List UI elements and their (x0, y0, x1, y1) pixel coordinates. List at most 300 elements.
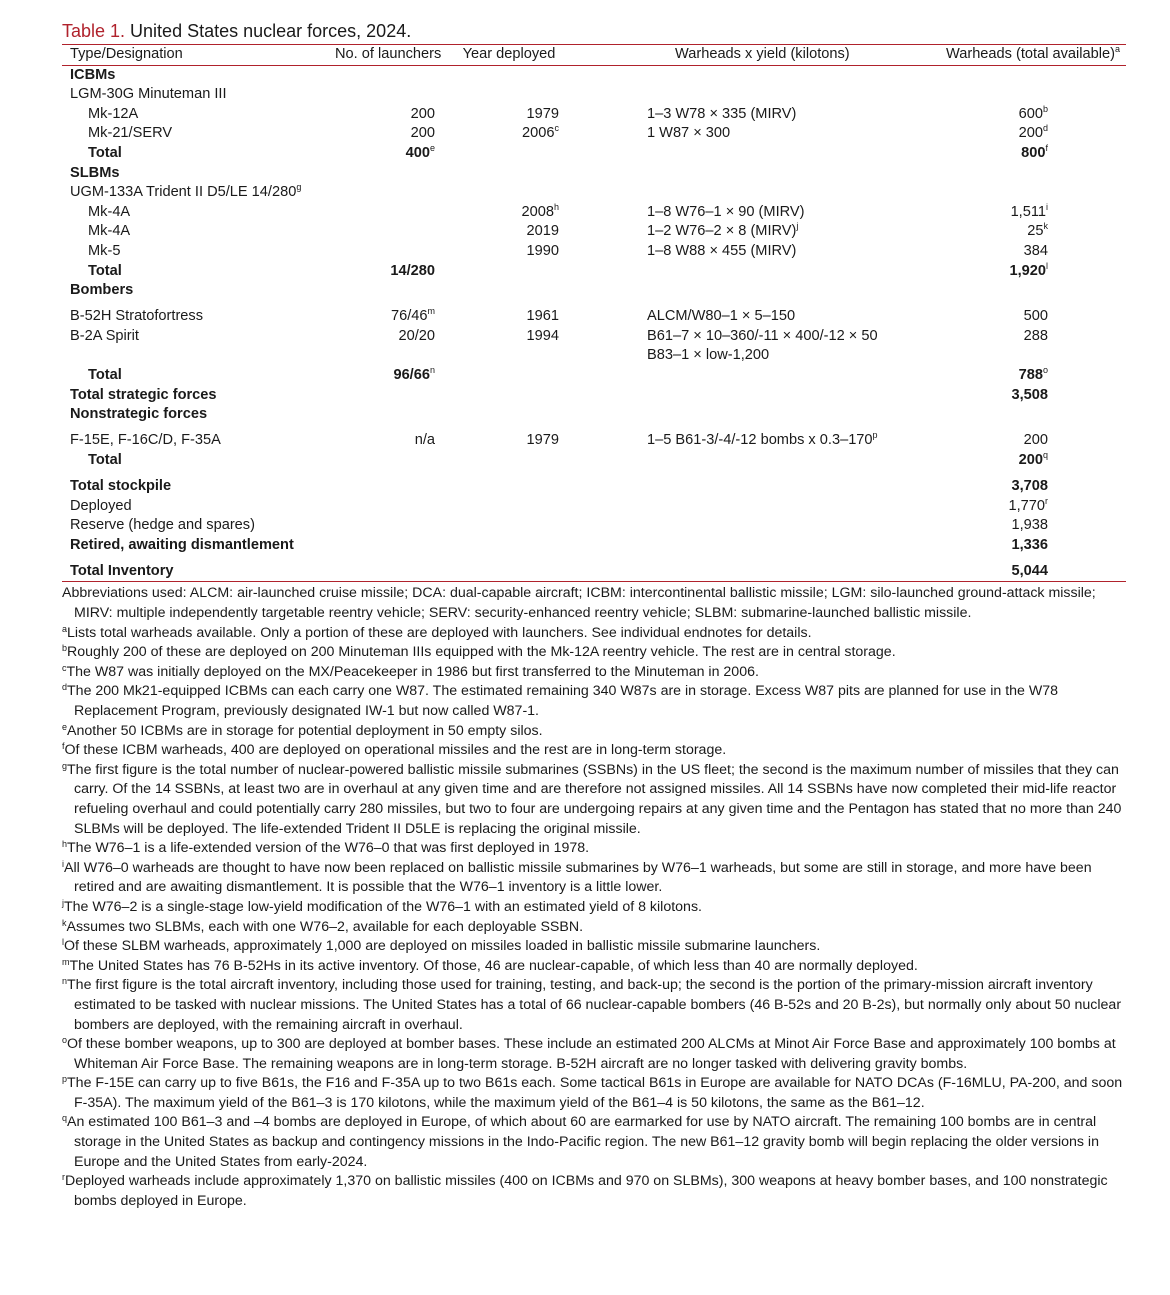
footnote-text: The first figure is the total aircraft inventory, including those used for training, testing, and back-up; the second is the portion of the primary-mission aircraft inventory estimated to be tasked with nuclear missions. The United States has a total of 66 nuclear-capable bombers (46 B-52s and 20 B-2s), but normally only about 50 nuclear bombers are deployed, with the remaining aircraft in overhaul. (67, 977, 1122, 1033)
footnote-text: The 200 Mk21-equipped ICBMs can each carry one W87. The estimated remaining 340 W87s are in storage. Excess W87 pits are planned for use in the W78 Replacement Program, previously designated IW-1 but now called W87-1. (67, 683, 1059, 719)
table-cell (909, 431, 1126, 451)
table-cell (435, 66, 559, 86)
table-cell (909, 144, 1126, 164)
table-cell (62, 66, 335, 86)
table-row (62, 346, 1126, 366)
table-cell (335, 262, 435, 282)
cell-text: Total stockpile (70, 477, 172, 494)
table-body (62, 66, 1126, 582)
table-cell (335, 516, 435, 536)
cell-text: Total (88, 367, 122, 383)
cell-text: SLBMs (70, 164, 120, 181)
table-cell (559, 405, 909, 425)
table-cell (335, 183, 435, 203)
cell-text: 1–5 B61-3/-4/-12 bombs x 0.3–170 (647, 432, 873, 449)
table-cell (435, 366, 559, 386)
cell-text: 1–8 W76–1 × 90 (MIRV) (647, 203, 805, 220)
cell-text: 76/46 (390, 308, 428, 325)
cell-text: B83–1 × low-1,200 (647, 347, 770, 364)
cell-text: 96/66 (393, 367, 430, 383)
footnote-letter: j (62, 897, 64, 908)
cell-text: 3,508 (1011, 386, 1048, 403)
table-cell (909, 203, 1126, 223)
table-cell (559, 281, 909, 301)
table-cell (909, 183, 1126, 203)
total-row (62, 144, 1126, 164)
table-cell (435, 516, 559, 536)
table-cell (62, 386, 335, 406)
cell-text: Deployed (70, 497, 132, 514)
table-cell (335, 451, 435, 471)
table-cell (559, 242, 909, 262)
table-cell (559, 346, 909, 366)
table-cell (559, 85, 909, 105)
cell-text: Mk-5 (88, 242, 121, 259)
table-cell (62, 451, 335, 471)
footnote-letter: a (62, 623, 68, 634)
footnote-text: Deployed warheads include approximately 1,370 on ballistic missiles (400 on ICBMs and 970 on SLBMs), 300 weapons at heavy bomber bases, and 100 nonstrategic bombs deployed in Europe. (65, 1173, 1108, 1209)
table-cell (559, 327, 909, 347)
header-type: Type/Designation (70, 46, 183, 62)
cell-text: Retired, awaiting dismantlement (70, 536, 294, 553)
footnote-text: Of these SLBM warheads, approximately 1,000 are deployed on missiles loaded in ballistic missile submarine launchers. (64, 938, 821, 955)
footnotes (62, 584, 1126, 1211)
footnote-text: An estimated 100 B61–3 and –4 bombs are deployed in Europe, of which about 60 are earmarked for use by NATO aircraft. The remaining 100 bombs are in central storage in the United States as backup and contingency missions in the Indo-Pacific region. The new B61–12 gravity bomb will begin replacing the older versions in Europe and the United States from early-2024. (67, 1114, 1099, 1170)
footnote (62, 663, 1126, 683)
table-cell (335, 366, 435, 386)
cell-text: 200 (1018, 451, 1043, 468)
table-cell (335, 66, 435, 86)
section-row (62, 66, 1126, 86)
table-cell (559, 516, 909, 536)
table-cell (62, 164, 335, 184)
table-cell (335, 124, 435, 144)
table-row (62, 431, 1126, 451)
footnote-text: Assumes two SLBMs, each with one W76–2, available for each deployable SSBN. (66, 918, 584, 935)
footnote (62, 957, 1126, 977)
footnote-mark: c (554, 123, 559, 134)
section-row (62, 405, 1126, 425)
cell-text: 1961 (526, 308, 559, 325)
table-row (62, 307, 1126, 327)
footnote-mark: l (1046, 260, 1048, 271)
cell-text: 1,336 (1011, 536, 1048, 553)
table-cell (62, 105, 335, 125)
footnote (62, 1113, 1126, 1172)
cell-text: 1994 (526, 327, 559, 344)
cell-text: 2008 (521, 203, 554, 220)
section-row (62, 164, 1126, 184)
table-cell (909, 222, 1126, 242)
footnote-letter: g (62, 760, 68, 771)
footnote-mark: p (872, 430, 878, 441)
total-row (62, 366, 1126, 386)
footnote-letter: o (62, 1035, 68, 1046)
table-cell (335, 164, 435, 184)
total-row (62, 536, 1126, 556)
cell-text: Mk-12A (88, 105, 139, 122)
table-cell (909, 536, 1126, 556)
table-cell (335, 327, 435, 347)
table-cell (559, 164, 909, 184)
section-row (62, 281, 1126, 301)
footnote (62, 741, 1126, 761)
table-cell (62, 242, 335, 262)
cell-text: n/a (414, 432, 435, 449)
table-cell (435, 477, 559, 497)
table-cell (559, 451, 909, 471)
footnote-text: Roughly 200 of these are deployed on 200 Minuteman IIIs equipped with the Mk-12A reentry vehicle. The rest are in central storage. (67, 644, 896, 661)
footnote (62, 839, 1126, 859)
footnote-mark: h (553, 201, 559, 212)
table-cell (559, 431, 909, 451)
table-cell (909, 327, 1126, 347)
cell-text: 20/20 (398, 327, 435, 344)
cell-text: 1–2 W76–2 × 8 (MIRV) (647, 223, 797, 240)
table-cell (435, 346, 559, 366)
table-cell (559, 66, 909, 86)
footnote-mark: m (427, 306, 435, 317)
cell-text: 5,044 (1011, 562, 1048, 579)
footnote-letter: c (62, 662, 67, 673)
table-cell (62, 222, 335, 242)
table-cell (559, 105, 909, 125)
table-cell (559, 366, 909, 386)
cell-text: 800 (1021, 144, 1046, 161)
table-cell (62, 536, 335, 556)
table-cell (559, 183, 909, 203)
table-cell (909, 366, 1126, 386)
footnote-text: The W76–1 is a life-extended version of the W76–0 that was first deployed in 1978. (67, 840, 590, 857)
table-cell (435, 307, 559, 327)
table-cell (435, 451, 559, 471)
table-cell (559, 124, 909, 144)
footnote-letter: e (62, 721, 68, 732)
table-cell (559, 536, 909, 556)
table-cell (435, 144, 559, 164)
table-row (62, 203, 1126, 223)
table-cell (335, 405, 435, 425)
table-cell (909, 66, 1126, 86)
table-cell (335, 477, 435, 497)
table-cell (335, 85, 435, 105)
table-cell (62, 405, 335, 425)
table-container (62, 18, 1126, 1211)
footnote (62, 643, 1126, 663)
footnote (62, 761, 1126, 839)
footnote (62, 624, 1126, 644)
header-launchers: No. of launchers (335, 46, 442, 62)
footnote-letter: q (62, 1113, 68, 1124)
cell-text: 14/280 (390, 262, 435, 279)
footnote-letter: m (62, 956, 70, 967)
table-cell (909, 386, 1126, 406)
cell-text: ALCM/W80–1 × 5–150 (647, 308, 796, 325)
cell-text: 1,920 (1009, 262, 1046, 279)
cell-text: Bombers (70, 282, 134, 299)
table-cell (559, 222, 909, 242)
table-cell (335, 346, 435, 366)
table-cell (435, 124, 559, 144)
table-cell (559, 562, 909, 582)
footnote (62, 682, 1126, 721)
footnote-mark: g (296, 182, 302, 193)
cell-text: 1 W87 × 300 (647, 125, 731, 142)
cell-text: Mk-21/SERV (88, 125, 173, 142)
table-cell (559, 497, 909, 517)
table-cell (909, 477, 1126, 497)
cell-text: 200 (410, 105, 435, 122)
total-row (62, 262, 1126, 282)
table-cell (435, 105, 559, 125)
table-cell (335, 242, 435, 262)
table-cell (909, 105, 1126, 125)
table-cell (435, 562, 559, 582)
table-cell (62, 183, 335, 203)
footnote-letter: r (62, 1172, 65, 1183)
footnote (62, 1074, 1126, 1113)
footnote-letter: f (62, 741, 65, 752)
footnote-letter: h (62, 839, 68, 850)
cell-text: LGM-30G Minuteman III (70, 86, 227, 103)
footnote-text: The United States has 76 B-52Hs in its active inventory. Of those, 46 are nuclear-capable, of which less than 40 are normally deployed. (69, 957, 918, 974)
cell-text: Reserve (hedge and spares) (70, 517, 255, 534)
footnote-mark: i (1046, 201, 1048, 212)
cell-text: 400 (405, 144, 430, 161)
cell-text: 288 (1023, 327, 1048, 344)
table-cell (62, 431, 335, 451)
table-body-wrap (62, 66, 1126, 582)
cell-text: Total strategic forces (70, 386, 217, 403)
table-cell (62, 124, 335, 144)
table-cell (909, 346, 1126, 366)
cell-text: 3,708 (1011, 477, 1048, 494)
table-label: Table 1. (62, 21, 126, 41)
footnote (62, 976, 1126, 1035)
table-cell (62, 516, 335, 536)
cell-text: 1,770 (1008, 497, 1045, 514)
footnote-mark: b (1042, 103, 1048, 114)
table-cell (335, 562, 435, 582)
table-cell (335, 497, 435, 517)
table-cell (435, 497, 559, 517)
table-cell (909, 405, 1126, 425)
footnote-letter: d (62, 682, 68, 693)
cell-text: Mk-4A (88, 203, 131, 220)
cell-text: ICBMs (70, 66, 116, 83)
table-row (62, 105, 1126, 125)
table-cell (909, 516, 1126, 536)
table-cell (435, 183, 559, 203)
table-caption: United States nuclear forces, 2024. (125, 21, 412, 41)
footnote (62, 584, 1126, 623)
table-cell (335, 281, 435, 301)
cell-text: 25 (1027, 223, 1044, 240)
table-row (62, 222, 1126, 242)
cell-text: 1–8 W88 × 455 (MIRV) (647, 242, 797, 259)
cell-text: UGM-133A Trident II D5/LE 14/280 (70, 184, 297, 201)
footnote-mark: q (1042, 449, 1048, 460)
table-row (62, 242, 1126, 262)
table-cell (435, 262, 559, 282)
footnote (62, 937, 1126, 957)
table-cell (62, 203, 335, 223)
table-title (62, 18, 1126, 44)
table-cell (435, 203, 559, 223)
table-cell (909, 242, 1126, 262)
footnote-text: Lists total warheads available. Only a portion of these are deployed with launchers. See individual endnotes for details. (67, 624, 812, 641)
table-cell (62, 346, 335, 366)
table-cell (909, 451, 1126, 471)
table-cell (62, 366, 335, 386)
table-row (62, 516, 1126, 536)
footnote-mark: j (796, 221, 799, 232)
table-cell (559, 203, 909, 223)
footnote-mark: n (429, 365, 435, 375)
footnote (62, 1172, 1126, 1211)
cell-text: 1979 (526, 432, 559, 449)
table-cell (62, 327, 335, 347)
footnote (62, 918, 1126, 938)
cell-text: 600 (1018, 105, 1043, 122)
footnote (62, 898, 1126, 918)
nuclear-forces-table (62, 45, 1126, 65)
cell-text: 200 (1018, 125, 1043, 142)
cell-text: 2006 (522, 125, 555, 142)
footnote-text: All W76–0 warheads are thought to have now been replaced on ballistic missile submarines by W76–1 warheads, but some are still in storage, and more have been retired and are awaiting dismantlement. It is possible that the W76–1 inventory is a little lower. (64, 859, 1092, 896)
cell-text: 1979 (526, 105, 559, 122)
footnote (62, 859, 1126, 898)
footnote (62, 722, 1126, 742)
header-row (62, 45, 1126, 65)
table-row (62, 124, 1126, 144)
table-cell (559, 477, 909, 497)
cell-text: 384 (1023, 242, 1048, 259)
cell-text: B-52H Stratofortress (70, 308, 204, 325)
footnote-mark: o (1042, 365, 1048, 375)
table-cell (62, 85, 335, 105)
cell-text: 1–3 W78 × 335 (MIRV) (647, 105, 797, 122)
cell-text: F-15E, F-16C/D, F-35A (70, 432, 221, 449)
table-row (62, 497, 1126, 517)
footnote-letter: i (62, 858, 64, 869)
table-cell (909, 164, 1126, 184)
footnote-mark: f (1045, 142, 1048, 153)
table-cell (335, 144, 435, 164)
cell-text: 1,511 (1010, 203, 1046, 220)
footnote-text: Abbreviations used: ALCM: air-launched cruise missile; DCA: dual-capable aircraft; ICBM: intercontinental ballistic missile; LGM: silo-launched ground-attack missile; MIRV: multiple independently targetable reentry vehicle; SERV: security-enhanced reentry vehicle; SLBM: submarine-launched ballistic missile. (62, 585, 1096, 622)
footnote-text: The W87 was initially deployed on the MX/Peacekeeper in 1986 but first transferred to the Minuteman in 2006. (66, 663, 759, 680)
header-warheads-note: a (1114, 44, 1120, 54)
footnote-letter: l (62, 937, 64, 948)
table-cell (435, 242, 559, 262)
total-row (62, 451, 1126, 471)
footnote-mark: r (1045, 495, 1048, 506)
cell-text: 200 (410, 125, 435, 142)
cell-text: 788 (1018, 367, 1043, 383)
table-cell (335, 105, 435, 125)
footnote-text: The F-15E can carry up to five B61s, the F16 and F-35A up to two B61s each. Some tactical B61s in Europe are available for NATO DCAs (F-16MLU, PA-200, and soon F-35A). The maximum yield of the B61–3 is 170 kilotons, while the maximum yield of the B61–4 is 50 kilotons, the same as the B61–12. (67, 1075, 1123, 1111)
footnote-letter: n (62, 976, 68, 987)
table-cell (335, 536, 435, 556)
table-cell (335, 203, 435, 223)
table-cell (62, 262, 335, 282)
table-cell (62, 307, 335, 327)
header-year: Year deployed (462, 46, 556, 62)
total-row (62, 477, 1126, 497)
footnote-letter: k (62, 917, 67, 928)
footnote-text: Of these ICBM warheads, 400 are deployed on operational missiles and the rest are in long-term storage. (64, 742, 727, 759)
table-cell (559, 262, 909, 282)
header-yield: Warheads x yield (kilotons) (675, 46, 850, 62)
table-cell (909, 497, 1126, 517)
total-row (62, 562, 1126, 582)
cell-text: Total (88, 262, 122, 279)
table-cell (435, 327, 559, 347)
table-cell (335, 222, 435, 242)
table-cell (559, 307, 909, 327)
total-row (62, 386, 1126, 406)
cell-text: 500 (1023, 308, 1048, 325)
table-cell (909, 281, 1126, 301)
cell-text: 1,938 (1011, 517, 1048, 534)
footnote (62, 1035, 1126, 1074)
cell-text: Nonstrategic forces (70, 406, 208, 423)
table-cell (435, 222, 559, 242)
header-warheads (909, 45, 1126, 65)
table-row (62, 327, 1126, 347)
footnote-letter: p (62, 1074, 68, 1085)
footnote-text: Of these bomber weapons, up to 300 are deployed at bomber bases. These include an estimated 200 ALCMs at Minot Air Force Base and approximately 100 bombs at Whiteman Air Force Base. The remaining weapons are in long-term storage. B-52H aircraft are no longer tasked with delivering gravity bombs. (67, 1036, 1116, 1072)
table-cell (909, 307, 1126, 327)
cell-text: 200 (1023, 432, 1048, 449)
table-cell (435, 164, 559, 184)
table-row (62, 85, 1126, 105)
cell-text: Total Inventory (70, 562, 174, 579)
table-cell (435, 85, 559, 105)
table-row (62, 183, 1126, 203)
table-cell (435, 405, 559, 425)
table-cell (62, 562, 335, 582)
header-warheads-text: Warheads (total available) (945, 46, 1115, 62)
table-cell (909, 262, 1126, 282)
table-cell (909, 562, 1126, 582)
footnote-text: Another 50 ICBMs are in storage for potential deployment in 50 empty silos. (67, 722, 543, 739)
table-cell (435, 431, 559, 451)
table-header (62, 45, 1126, 65)
table-cell (335, 431, 435, 451)
table-cell (559, 386, 909, 406)
cell-text: 2019 (526, 223, 559, 240)
cell-text: B61–7 × 10–360/-11 × 400/-12 × 50 (647, 327, 878, 344)
footnote-text: The W76–2 is a single-stage low-yield modification of the W76–1 with an estimated yield of 8 kilotons. (64, 898, 702, 915)
table-cell (909, 124, 1126, 144)
table-cell (62, 144, 335, 164)
table-cell (335, 307, 435, 327)
footnote-mark: e (429, 142, 435, 153)
cell-text: 1990 (526, 242, 559, 259)
table-cell (335, 386, 435, 406)
bottom-rule (62, 581, 1126, 582)
table-cell (62, 477, 335, 497)
cell-text: Mk-4A (88, 223, 131, 240)
table-cell (435, 281, 559, 301)
cell-text: Total (88, 451, 122, 468)
table-cell (435, 536, 559, 556)
footnote-text: The first figure is the total number of nuclear-powered ballistic missile submarines (SSBNs) in the US fleet; the second is the maximum number of missiles that they can carry. Of the 14 SSBNs, at least two are in overhaul at any given time and are therefore not assigned missiles. All 14 SSBNs have now completed their mid-life reactor refueling overhaul and could potentially carry 280 missiles, but two to four are undergoing repairs at any given time and the Pentagon has stated that no more than 240 SLBMs will be deployed. The life-extended Trident II D5LE is replacing the original missile. (67, 761, 1122, 837)
footnote-mark: d (1042, 123, 1048, 134)
table-cell (62, 281, 335, 301)
